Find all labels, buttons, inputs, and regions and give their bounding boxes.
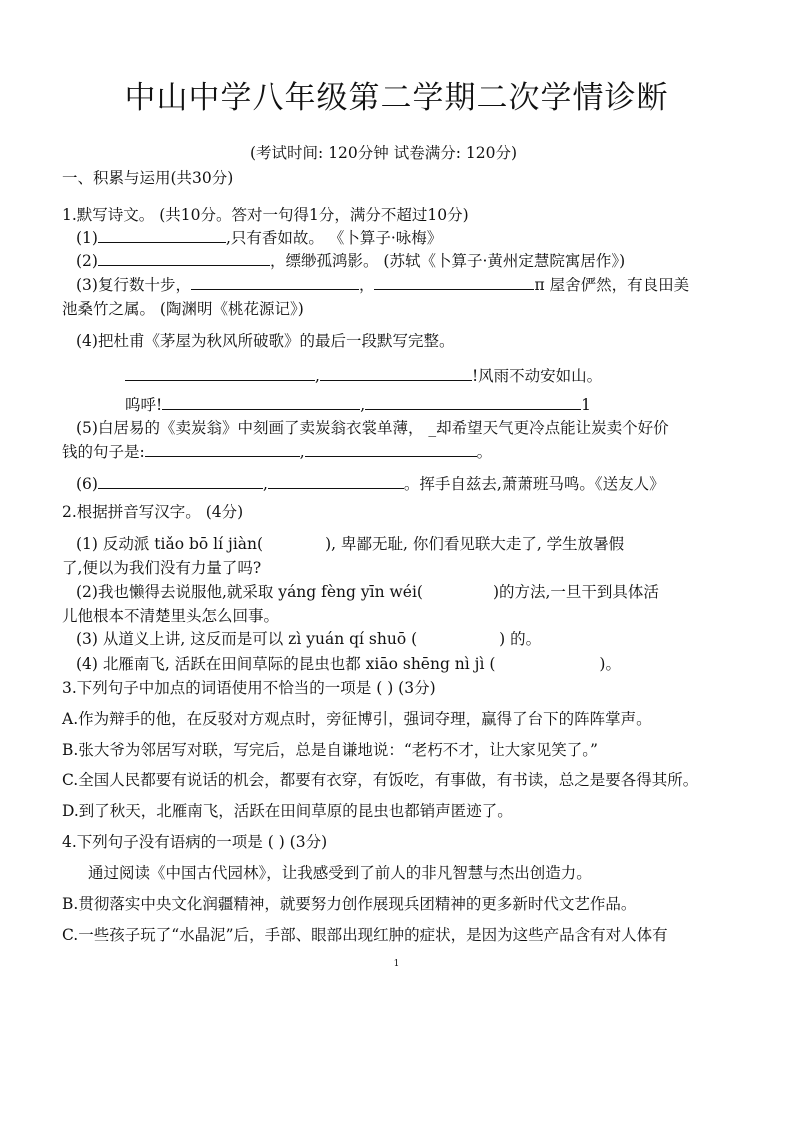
item-number: (6) bbox=[76, 475, 98, 493]
item-text: )的方法,一旦干到具体活 bbox=[492, 583, 659, 601]
item-text: 。 bbox=[476, 443, 493, 461]
item-text: (3)复行数十步， bbox=[76, 276, 191, 294]
fill-blank[interactable] bbox=[98, 251, 270, 266]
fill-blank[interactable] bbox=[305, 442, 477, 457]
item-text: 呜呼! bbox=[125, 396, 163, 414]
item-text: 钱的句子是: bbox=[62, 443, 145, 461]
q2-item-1 bbox=[76, 534, 624, 554]
fill-blank[interactable] bbox=[98, 228, 226, 243]
item-text: (1) 反动派 tiǎo bō lí jiàn( bbox=[76, 535, 264, 553]
fill-blank[interactable] bbox=[125, 366, 315, 381]
q1-item-5: (5)白居易的《卖炭翁》中刻画了卖炭翁衣裳单薄， _却希望天气更冷点能让炭卖个好价 bbox=[76, 419, 669, 437]
item-text: , bbox=[360, 396, 366, 414]
q2-item-2-cont: 儿他根本不清楚里头怎么回事。 bbox=[62, 607, 280, 625]
q3-option-c: C.全国人民都要有说话的机会，都要有衣穿，有饭吃，有事做，有书读，总之是要各得其所。 bbox=[62, 771, 699, 789]
q1-item-1 bbox=[76, 228, 442, 248]
item-text: !风雨不动安如山。 bbox=[471, 367, 603, 385]
fill-blank[interactable] bbox=[365, 395, 581, 410]
item-text: )。 bbox=[599, 655, 621, 673]
q1-item-2 bbox=[76, 251, 625, 271]
q4-option-c: C.一些孩子玩了“水晶泥”后，手部、眼部出现红肿的症状，是因为这些产品含有对人体有 bbox=[62, 926, 668, 944]
item-text: ) 的。 bbox=[499, 630, 542, 648]
item-text: π 屋舍俨然，有良田美 bbox=[534, 276, 690, 294]
page-title: 中山中学八年级第二学期二次学情诊断 bbox=[124, 80, 669, 116]
section-heading: 一、积累与运用(共30分) bbox=[62, 169, 234, 187]
q1-item-5-cont bbox=[62, 442, 492, 462]
fill-blank[interactable] bbox=[374, 275, 534, 290]
q3-option-b: B.张大爷为邻居写对联，写完后，总是自谦地说：“老朽不才，让大家见笑了。” bbox=[62, 741, 598, 759]
q1-item-3 bbox=[76, 275, 689, 295]
item-text: , bbox=[262, 475, 268, 493]
item-text: , bbox=[299, 443, 305, 461]
item-text: ， bbox=[358, 276, 375, 294]
q2-item-2 bbox=[76, 582, 659, 602]
item-text: ,只有香如故。 《卜算子·咏梅》 bbox=[225, 229, 443, 247]
item-text: ), 卑鄙无耻, 你们看见联大走了, 学生放暑假 bbox=[325, 535, 625, 553]
item-text: (3) 从道义上讲, 这反而是可以 zì yuán qí shuō ( bbox=[76, 630, 418, 648]
item-number: (1) bbox=[76, 229, 98, 247]
fill-blank[interactable] bbox=[98, 474, 263, 489]
q1-item-4-line-2 bbox=[125, 395, 591, 415]
item-text: , bbox=[315, 367, 320, 385]
fill-blank[interactable] bbox=[145, 442, 300, 457]
item-number: (2) bbox=[76, 252, 98, 270]
item-text: 1 bbox=[581, 396, 592, 414]
question-4-heading: 4.下列句子没有语病的一项是 ( ) (3分) bbox=[62, 833, 328, 851]
q2-item-4 bbox=[76, 654, 621, 674]
fill-blank[interactable] bbox=[268, 474, 404, 489]
q3-option-a: A.作为辩手的他，在反驳对方观点时，旁征博引，强词夺理，赢得了台下的阵阵掌声。 bbox=[62, 710, 652, 728]
fill-blank[interactable] bbox=[162, 395, 360, 410]
fill-blank[interactable] bbox=[191, 275, 359, 290]
page-number: 1 bbox=[393, 959, 400, 969]
item-text: 。挥手自兹去,萧萧班马鸣。《送友人》 bbox=[403, 475, 665, 493]
q1-item-4-heading: (4)把杜甫《茅屋为秋风所破歌》的最后一段默写完整。 bbox=[76, 332, 455, 350]
exam-info: (考试时间: 120分钟 试卷满分: 120分) bbox=[250, 144, 517, 162]
fill-blank[interactable] bbox=[320, 366, 472, 381]
item-text: ，缥缈孤鸿影。 (苏轼《卜算子·黄州定慧院寓居作》) bbox=[269, 252, 626, 270]
item-text: (2)我也懒得去说服他,就采取 yáng fèng yīn wéi( bbox=[76, 583, 423, 601]
item-text: (4) 北雁南飞, 活跃在田间草际的昆虫也都 xiāo shēng nì jì ( bbox=[76, 655, 496, 673]
question-3-heading: 3.下列句子中加点的词语使用不恰当的一项是 ( ) (3分) bbox=[62, 679, 436, 697]
q4-option-b: B.贯彻落实中央文化润疆精神，就要努力创作展现兵团精神的更多新时代文艺作品。 bbox=[62, 895, 637, 913]
q1-item-4-line-1 bbox=[125, 366, 602, 386]
q4-option-a: 通过阅读《中国古代园林》，让我感受到了前人的非凡智慧与杰出创造力。 bbox=[88, 864, 592, 882]
q3-option-d: D.到了秋天，北雁南飞，活跃在田间草原的昆虫也都销声匿迹了。 bbox=[62, 802, 513, 820]
question-2-heading: 2.根据拼音写汉字。 (4分) bbox=[62, 503, 244, 521]
q2-item-3 bbox=[76, 629, 541, 649]
q1-item-6 bbox=[76, 474, 665, 494]
q1-item-3-cont: 池桑竹之属。 (陶渊明《桃花源记》) bbox=[62, 300, 304, 318]
q2-item-1-cont: 了,便以为我们没有力量了吗? bbox=[62, 559, 262, 577]
question-1-heading: 1.默写诗文。 (共10分。答对一句得1分，满分不超过10分) bbox=[62, 206, 469, 224]
